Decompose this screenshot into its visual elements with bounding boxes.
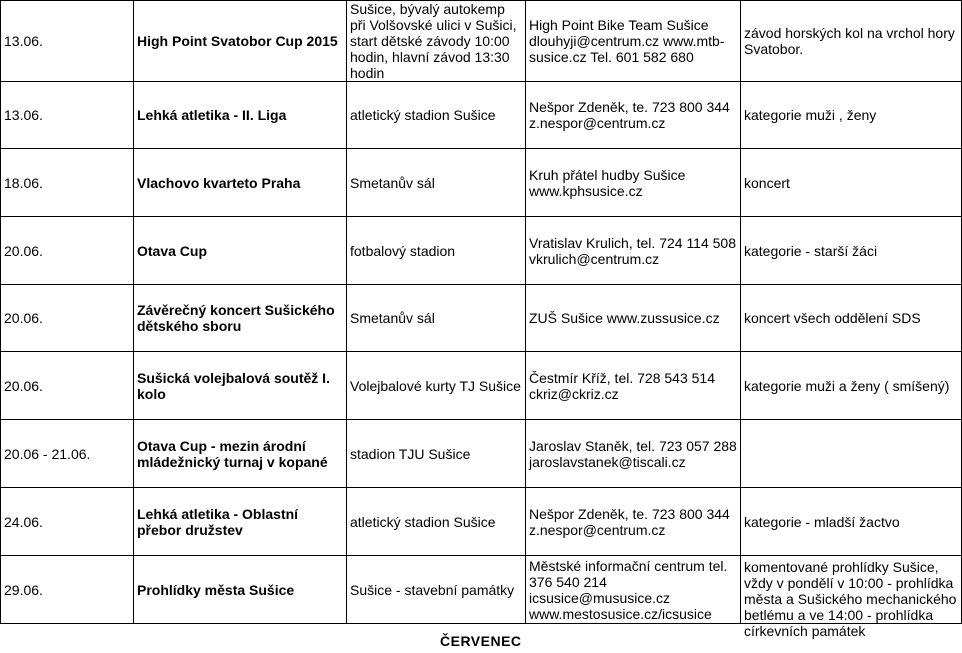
event-place: Volejbalové kurty TJ Sušice: [347, 352, 526, 420]
event-row: [1, 420, 962, 488]
event-name: Vlachovo kvarteto Praha: [134, 149, 347, 217]
event-date: 20.06.: [1, 285, 134, 352]
event-place: atletický stadion Sušice: [347, 82, 526, 149]
event-row: [1, 82, 962, 149]
event-row: [1, 149, 962, 217]
event-name: Lehká atletika - Oblastní přebor družstev: [134, 488, 347, 556]
event-row: [1, 217, 962, 285]
event-note: koncert: [741, 149, 962, 217]
event-row: [1, 488, 962, 556]
event-place: Smetanův sál: [347, 285, 526, 352]
event-note: kategorie - mladší žactvo: [741, 488, 962, 556]
event-note: koncert všech oddělení SDS: [741, 285, 962, 352]
event-contact: Městské informační centrum tel. 376 540 214 icsusice@mususice.cz www.mestosusice.cz/icsusice: [526, 556, 741, 624]
event-name: Závěrečný koncert Sušického dětského sboru: [134, 285, 347, 352]
event-note: kategorie - starší žáci: [741, 217, 962, 285]
event-contact: Nešpor Zdeněk, te. 723 800 344 z.nespor@centrum.cz: [526, 82, 741, 149]
event-place: atletický stadion Sušice: [347, 488, 526, 556]
event-date: 29.06.: [1, 556, 134, 624]
event-contact: High Point Bike Team Sušice dlouhyji@centrum.cz www.mtb-susice.cz Tel. 601 582 680: [526, 1, 741, 82]
event-name: Otava Cup - mezin árodní mládežnický turnaj v kopané: [134, 420, 347, 488]
event-date: 18.06.: [1, 149, 134, 217]
event-contact: Kruh přátel hudby Sušice www.kphsusice.cz: [526, 149, 741, 217]
event-row: [1, 352, 962, 420]
event-name: Lehká atletika - II. Liga: [134, 82, 347, 149]
event-date: 13.06.: [1, 82, 134, 149]
event-name: Sušická volejbalová soutěž I. kolo: [134, 352, 347, 420]
event-date: 13.06.: [1, 1, 134, 82]
event-note: [741, 420, 962, 488]
event-place: Sušice - stavební památky: [347, 556, 526, 624]
event-place: Sušice, bývalý autokemp při Volšovské ulici v Sušici, start dětské závody 10:00 hodin, hlavní závod 13:30 hodin: [347, 1, 526, 82]
event-name: High Point Svatobor Cup 2015: [134, 1, 347, 82]
event-date: 20.06.: [1, 217, 134, 285]
event-contact: Vratislav Krulich, tel. 724 114 508 vkrulich@centrum.cz: [526, 217, 741, 285]
event-place: fotbalový stadion: [347, 217, 526, 285]
event-place: stadion TJU Sušice: [347, 420, 526, 488]
event-date: 20.06 - 21.06.: [1, 420, 134, 488]
event-contact: Jaroslav Staněk, tel. 723 057 288 jaroslavstanek@tiscali.cz: [526, 420, 741, 488]
event-note-text: komentované prohlídky Sušice, vždy v pondělí v 10:00 - prohlídka města a Sušického mechanického betlému a ve 14:00 - prohlídka církevních památek: [744, 558, 957, 639]
event-note: kategorie muži , ženy: [741, 82, 962, 149]
event-note: [741, 556, 962, 639]
event-note: závod horských kol na vrchol hory Svatobor.: [741, 1, 962, 82]
event-row: [1, 1, 962, 82]
event-date: 24.06.: [1, 488, 134, 556]
event-date: 20.06.: [1, 352, 134, 420]
event-note: kategorie muži a ženy ( smíšený): [741, 352, 962, 420]
event-contact: Čestmír Kříž, tel. 728 543 514 ckriz@ckriz.cz: [526, 352, 741, 420]
month-heading: ČERVENEC: [440, 633, 522, 649]
event-name: Prohlídky města Sušice: [134, 556, 347, 624]
event-row: [1, 556, 962, 624]
event-name: Otava Cup: [134, 217, 347, 285]
event-place: Smetanův sál: [347, 149, 526, 217]
event-contact: Nešpor Zdeněk, te. 723 800 344 z.nespor@centrum.cz: [526, 488, 741, 556]
event-contact: ZUŠ Sušice www.zussusice.cz: [526, 285, 741, 352]
event-row: [1, 285, 962, 352]
